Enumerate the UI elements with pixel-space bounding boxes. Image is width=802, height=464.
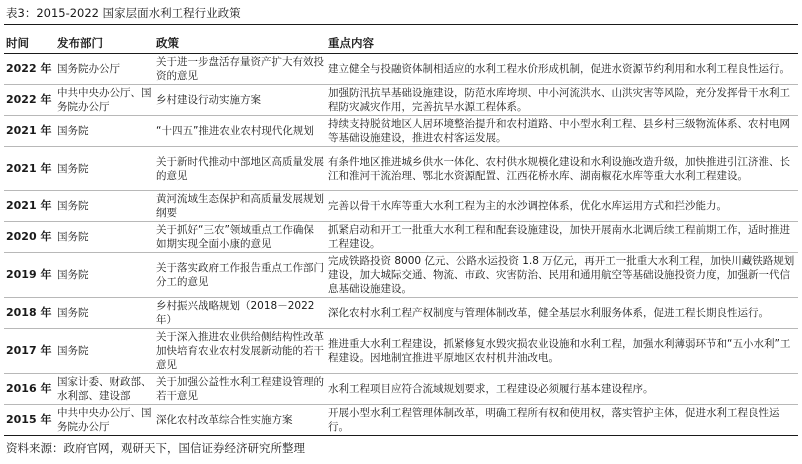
row-year: 2020 年: [4, 222, 55, 253]
row-department: 国务院: [55, 222, 154, 253]
row-department: 国务院: [55, 116, 154, 147]
row-year: 2022 年: [4, 54, 55, 85]
row-content: 抓紧启动和开工一批重大水利工程和配套设施建设，加快开展南水北调后续工程前期工作，适时推进工程建设。: [326, 222, 798, 253]
row-policy: 乡村振兴战略规划（2018－2022年）: [154, 298, 326, 329]
row-year: 2018 年: [4, 298, 55, 329]
row-content: 水利工程项目应符合流域规划要求，工程建设必须履行基本建设程序。: [326, 374, 798, 405]
row-year: 2016 年: [4, 374, 55, 405]
row-content: 建立健全与投融资体制相适应的水利工程水价形成机制，促进水资源节约利用和水利工程良性运行。: [326, 54, 798, 85]
row-year: 2021 年: [4, 191, 55, 222]
policy-table: [4, 36, 798, 436]
header-row: [4, 36, 798, 54]
row-department: 国务院办公厅: [55, 54, 154, 85]
header-time: 时间: [4, 36, 55, 54]
table-row: [4, 298, 798, 329]
row-content: 完成铁路投资 8000 亿元、公路水运投资 1.8 万亿元，再开工一批重大水利工程，加快川藏铁路规划建设，加大城际交通、物流、市政、灾害防治、民用和通用航空等基础设施投资力度，加强新一代信息基础设施建设。: [326, 253, 798, 298]
row-policy: 关于抓好“三农”领域重点工作确保如期实现全面小康的意见: [154, 222, 326, 253]
header-policy: 政策: [154, 36, 326, 54]
row-department: 国务院: [55, 147, 154, 191]
table-row: [4, 54, 798, 85]
row-content: 加强防汛抗旱基础设施建设，防范水库垮坝、中小河流洪水、山洪灾害等风险，充分发挥骨干水利工程防灾减灾作用，完善抗旱水源工程体系。: [326, 85, 798, 116]
row-policy: 乡村建设行动实施方案: [154, 85, 326, 116]
row-policy: 黄河流域生态保护和高质量发展规划纲要: [154, 191, 326, 222]
table-row: [4, 329, 798, 374]
row-policy: 关于加强公益性水利工程建设管理的若干意见: [154, 374, 326, 405]
row-year: 2017 年: [4, 329, 55, 374]
table-row: [4, 191, 798, 222]
row-department: 国务院: [55, 298, 154, 329]
row-department: 国务院: [55, 329, 154, 374]
row-content: 完善以骨干水库等重大水利工程为主的水沙调控体系，优化水库运用方式和拦沙能力。: [326, 191, 798, 222]
row-year: 2019 年: [4, 253, 55, 298]
table-row: [4, 253, 798, 298]
row-year: 2021 年: [4, 116, 55, 147]
header-content: 重点内容: [326, 36, 798, 54]
table-row: [4, 374, 798, 405]
row-policy: 关于进一步盘活存量资产扩大有效投资的意见: [154, 54, 326, 85]
table-row: [4, 85, 798, 116]
row-policy: 深化农村改革综合性实施方案: [154, 405, 326, 436]
row-content: 开展小型水利工程管理体制改革，明确工程所有权和使用权，落实管护主体，促进水利工程良性运行。: [326, 405, 798, 436]
table-row: [4, 222, 798, 253]
row-department: 中共中央办公厅、国务院办公厅: [55, 405, 154, 436]
row-policy: 关于深入推进农业供给侧结构性改革加快培育农业农村发展新动能的若干意见: [154, 329, 326, 374]
table-row: [4, 116, 798, 147]
row-policy: “十四五”推进农业农村现代化规划: [154, 116, 326, 147]
top-rule: [4, 24, 798, 25]
table-title: 表3：2015-2022 国家层面水利工程行业政策: [6, 6, 241, 20]
row-year: 2022 年: [4, 85, 55, 116]
header-department: 发布部门: [55, 36, 154, 54]
row-year: 2015 年: [4, 405, 55, 436]
row-department: 国务院: [55, 253, 154, 298]
row-content: 深化农村水利工程产权制度与管理体制改革，健全基层水利服务体系，促进工程长期良性运行。: [326, 298, 798, 329]
row-content: 持续支持脱贫地区人居环境整治提升和农村道路、中小型水利工程、县乡村三级物流体系、农村电网等基础设施建设，推进农村客运发展。: [326, 116, 798, 147]
row-department: 中共中央办公厅、国务院办公厅: [55, 85, 154, 116]
row-content: 有条件地区推进城乡供水一体化、农村供水规模化建设和水利设施改造升级，加快推进引江济淮、长江和淮河干流治理、鄂北水资源配置、江西花桥水库、湖南椒花水库等重大水利工程建设。: [326, 147, 798, 191]
row-policy: 关于新时代推动中部地区高质量发展的意见: [154, 147, 326, 191]
table-row: [4, 405, 798, 436]
source-note: 资料来源：政府官网，观研天下，国信证券经济研究所整理: [6, 441, 305, 455]
row-department: 国家计委、财政部、水利部、建设部: [55, 374, 154, 405]
row-department: 国务院: [55, 191, 154, 222]
row-year: 2021 年: [4, 147, 55, 191]
row-content: 推进重大水利工程建设，抓紧修复水毁灾损农业设施和水利工程，加强水利薄弱环节和“五小水利”工程建设。因地制宜推进平原地区农村机井油改电。: [326, 329, 798, 374]
row-policy: 关于落实政府工作报告重点工作部门分工的意见: [154, 253, 326, 298]
table-row: [4, 147, 798, 191]
